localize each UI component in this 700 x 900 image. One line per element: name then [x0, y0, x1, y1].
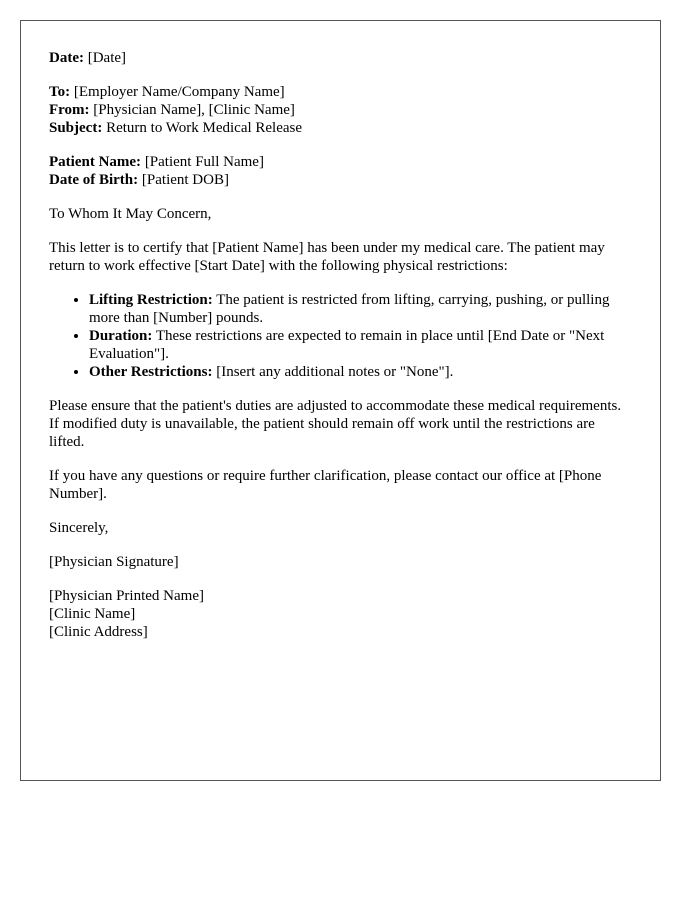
signature-block	[49, 587, 632, 641]
subject-value: Return to Work Medical Release	[106, 120, 303, 136]
patient-name-value: [Patient Full Name]	[144, 154, 264, 170]
restriction-label: Lifting Restriction:	[89, 292, 213, 308]
printed-name: [Physician Printed Name]	[49, 588, 204, 604]
to-label: To:	[49, 84, 71, 100]
salutation: To Whom It May Concern,	[49, 206, 212, 222]
duties-paragraph: Please ensure that the patient's duties are adjusted to accommodate these medical requirements. If modified duty is unavailable, the patient should remain off work until the restrictions are lifted.	[49, 398, 622, 450]
list-item	[89, 291, 632, 327]
from-label: From:	[49, 102, 90, 118]
to-value: [Employer Name/Company Name]	[73, 84, 285, 100]
subject-label: Subject:	[49, 120, 103, 136]
patient-name-label: Patient Name:	[49, 154, 142, 170]
clinic-name: [Clinic Name]	[49, 606, 136, 622]
patient-block	[49, 153, 632, 189]
restriction-text: [Insert any additional notes or "None"].	[216, 364, 454, 380]
from-value: [Physician Name], [Clinic Name]	[93, 102, 295, 118]
dob-value: [Patient DOB]	[141, 172, 229, 188]
header-block	[49, 83, 632, 137]
clinic-address: [Clinic Address]	[49, 624, 148, 640]
letter	[20, 20, 661, 781]
restriction-text: The patient is restricted from lifting, carrying, pushing, or pulling more than [Number] pounds.	[89, 292, 610, 326]
restrictions-list	[49, 291, 632, 381]
dob-label: Date of Birth:	[49, 172, 139, 188]
contact-paragraph: If you have any questions or require further clarification, please contact our office at [Phone Number].	[49, 468, 602, 502]
intro-paragraph: This letter is to certify that [Patient Name] has been under my medical care. The patient may return to work effective [Start Date] with the following physical restrictions:	[49, 240, 605, 274]
date-value: [Date]	[87, 50, 127, 66]
restriction-label: Other Restrictions:	[89, 364, 213, 380]
restriction-text: These restrictions are expected to remain in place until [End Date or "Next Evaluation"].	[89, 328, 605, 362]
date-line	[49, 49, 632, 67]
signature: [Physician Signature]	[49, 554, 179, 570]
restriction-label: Duration:	[89, 328, 153, 344]
sign-off: Sincerely,	[49, 520, 109, 536]
list-item	[89, 363, 632, 381]
date-label: Date:	[49, 50, 84, 66]
list-item	[89, 327, 632, 363]
